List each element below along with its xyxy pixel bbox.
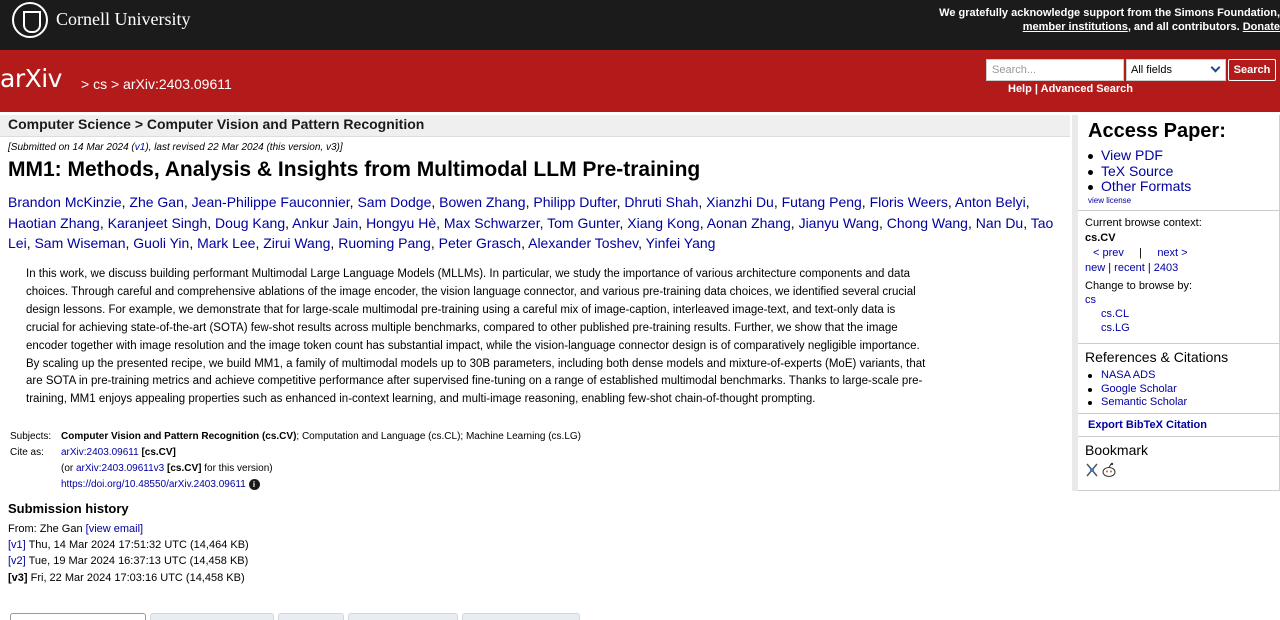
submission-history xyxy=(8,521,249,586)
divider xyxy=(1078,210,1280,211)
paper-metadata xyxy=(10,429,581,493)
author-separator: , xyxy=(947,194,955,210)
member-institutions-link[interactable]: member institutions xyxy=(1022,21,1128,33)
year-link[interactable]: 2403 xyxy=(1153,262,1179,274)
cornell-seal-icon[interactable] xyxy=(12,2,48,38)
author-separator: , xyxy=(861,194,870,210)
breadcrumb-paper-id[interactable]: arXiv:2403.09611 xyxy=(123,76,232,92)
cite-v3-category: [cs.CV] xyxy=(167,463,202,474)
google-scholar-link[interactable]: Google Scholar xyxy=(1088,383,1187,397)
cite-v3-link[interactable]: arXiv:2403.09611v3 xyxy=(76,463,165,474)
author-link[interactable]: Futang Peng xyxy=(781,194,862,210)
version-row xyxy=(8,553,249,569)
author-separator: , xyxy=(99,214,108,231)
breadcrumb xyxy=(81,76,232,92)
cite-id-link[interactable]: arXiv:2403.09611 xyxy=(61,447,139,458)
breadcrumb-cs[interactable]: cs xyxy=(93,76,108,92)
version-link[interactable]: [v1] xyxy=(8,539,26,552)
reddit-icon[interactable] xyxy=(1103,463,1115,477)
version-row xyxy=(8,537,249,553)
author-link[interactable]: Aonan Zhang xyxy=(706,214,791,231)
tex-source-link[interactable]: TeX Source xyxy=(1088,164,1191,180)
author-separator: , xyxy=(967,214,976,231)
prev-next-sep: | xyxy=(1139,247,1143,259)
author-link[interactable]: Ankur Jain xyxy=(292,214,359,231)
author-link[interactable]: Zirui Wang xyxy=(263,235,331,251)
recent-link[interactable]: recent xyxy=(1114,262,1145,274)
author-link[interactable]: Bowen Zhang xyxy=(439,194,526,210)
prev-link[interactable]: < prev xyxy=(1093,247,1124,259)
abstract-line: training, MM1 enjoys appealing properties such as enhanced in-context learning, and multi-image reasoning, enabling few-shot chain-of-thought prompting. xyxy=(26,393,816,406)
v1-link[interactable]: v1 xyxy=(134,142,146,153)
view-email-link[interactable]: [view email] xyxy=(85,523,144,535)
author-separator: , xyxy=(521,235,529,251)
bookmark-icons xyxy=(1085,462,1119,481)
author-link[interactable]: Max Schwarzer xyxy=(443,214,540,231)
arxiv-logo[interactable]: arXiv xyxy=(0,64,62,93)
bookmark-heading: Bookmark xyxy=(1085,442,1149,458)
author-separator: , xyxy=(773,194,782,210)
breadcrumb-sep: > xyxy=(110,76,120,92)
sep: | xyxy=(1147,262,1151,274)
donate-link[interactable]: Donate xyxy=(1242,21,1280,33)
browse-cscl-link[interactable]: cs.CL xyxy=(1101,308,1130,320)
author-link[interactable]: Anton Belyi xyxy=(954,194,1026,210)
author-link[interactable]: Dhruti Shah xyxy=(624,194,699,210)
next-link[interactable]: next > xyxy=(1157,247,1188,259)
chevron-down-icon xyxy=(1211,63,1221,73)
ack-line1: We gratefully acknowledge support from the Simons Foundation, xyxy=(939,7,1280,19)
change-browse xyxy=(1085,279,1192,335)
author-link[interactable]: Zhe Gan xyxy=(129,194,184,210)
author-separator: , xyxy=(525,194,534,210)
submission-history-heading: Submission history xyxy=(8,501,129,516)
current-version-tag: [v3] xyxy=(8,571,28,584)
author-separator: , xyxy=(121,194,130,210)
author-separator: , xyxy=(330,235,339,251)
help-link[interactable]: Help xyxy=(1008,83,1032,95)
abstract-line: are SOTA in pre-training metrics and achieve competitive performance after supervised fine-tuning on a range of established multimodal benchmarks. Thanks to large-scale pre- xyxy=(26,375,923,388)
author-separator: , xyxy=(699,214,707,231)
browse-context xyxy=(1085,216,1202,276)
author-link[interactable]: Jean-Philippe Fauconnier xyxy=(191,194,350,210)
version-link[interactable]: [v2] xyxy=(8,555,26,568)
author-link[interactable]: Tao Lei xyxy=(8,214,1054,251)
author-separator: , xyxy=(616,194,625,210)
doi-link[interactable]: https://doi.org/10.48550/arXiv.2403.09611 xyxy=(61,479,246,490)
author-separator: , xyxy=(285,214,293,231)
subjects-label: Subjects: xyxy=(10,431,52,442)
author-link[interactable]: Nan Du xyxy=(975,214,1024,231)
search-field-select[interactable] xyxy=(1126,59,1226,81)
author-link[interactable]: Mark Lee xyxy=(197,235,256,251)
author-link[interactable]: Ruoming Pang xyxy=(338,235,431,251)
author-separator: , xyxy=(26,235,35,251)
access-links xyxy=(1088,148,1191,195)
cite-or: (or xyxy=(61,463,76,474)
bookmark-icon-row xyxy=(1085,462,1119,478)
browse-cslg-link[interactable]: cs.LG xyxy=(1101,322,1130,334)
references-links xyxy=(1088,369,1187,410)
search-button[interactable]: Search xyxy=(1228,59,1276,81)
author-link[interactable]: Chong Wang xyxy=(886,214,968,231)
tab[interactable] xyxy=(462,613,580,620)
author-link[interactable]: Philipp Dufter xyxy=(533,194,617,210)
arxiv-header xyxy=(0,50,1280,112)
author-link[interactable]: Xianzhi Du xyxy=(706,194,774,210)
author-separator: , xyxy=(207,214,216,231)
export-bibtex-link[interactable]: Export BibTeX Citation xyxy=(1088,419,1207,431)
new-link[interactable]: new xyxy=(1085,262,1106,274)
divider xyxy=(1078,436,1280,437)
sidebar-edge xyxy=(1072,115,1078,491)
access-paper-heading: Access Paper: xyxy=(1088,120,1226,142)
browse-cs-link[interactable]: cs xyxy=(1085,294,1096,306)
other-subjects: ; Computation and Language (cs.CL); Machine Learning (cs.LG) xyxy=(296,431,582,442)
cornell-name[interactable]: Cornell University xyxy=(56,9,191,29)
divider xyxy=(1078,343,1280,344)
abstract-line: By scaling up the presented recipe, we build MM1, a family of multimodal models up to 30B parameters, including both dense models and mixture-of-experts (MoE) variants, that xyxy=(26,357,926,370)
author-link[interactable]: Alexander Toshev xyxy=(528,235,639,251)
author-link[interactable]: Sam Wiseman xyxy=(34,235,126,251)
author-separator: , xyxy=(1025,194,1030,210)
author-link[interactable]: Yinfei Yang xyxy=(645,235,716,251)
from-prefix: From: Zhe Gan xyxy=(8,523,86,535)
references-heading: References & Citations xyxy=(1085,349,1229,365)
author-separator: , xyxy=(189,235,198,251)
author-separator: , xyxy=(349,194,358,210)
divider xyxy=(1078,413,1280,414)
author-link[interactable]: Hongyu Hè xyxy=(366,214,437,231)
author-separator: , xyxy=(431,194,440,210)
tab[interactable] xyxy=(278,613,344,620)
cite-category: [cs.CV] xyxy=(141,447,176,458)
abstract-line: design lessons. For example, we demonstrate that for large-scale multimodal pre-training using a careful mix of image-caption, interleaved image-text, and text-only data is xyxy=(26,303,896,316)
author-separator: , xyxy=(183,194,192,210)
version-text: Thu, 14 Mar 2024 17:51:32 UTC (14,464 KB) xyxy=(25,539,249,552)
semantic-scholar-link[interactable]: Semantic Scholar xyxy=(1088,396,1187,410)
author-link[interactable]: Doug Kang xyxy=(215,214,286,231)
author-separator: , xyxy=(619,214,628,231)
author-link[interactable]: Peter Grasch xyxy=(438,235,522,251)
context-value: cs.CV xyxy=(1085,232,1116,244)
sep: | xyxy=(1108,262,1112,274)
author-separator: , xyxy=(1023,214,1031,231)
search-input[interactable]: Search... xyxy=(986,59,1124,81)
author-separator: , xyxy=(255,235,264,251)
author-separator: , xyxy=(436,214,444,231)
top-bar xyxy=(0,0,1280,50)
change-label: Change to browse by: xyxy=(1085,280,1193,292)
subject-breadcrumb: Computer Science > Computer Vision and Pattern Recognition xyxy=(0,115,1070,137)
author-separator: , xyxy=(539,214,548,231)
author-separator: , xyxy=(698,194,707,210)
author-link[interactable]: Guoli Yin xyxy=(133,235,190,251)
author-link[interactable]: Tom Gunter xyxy=(547,214,620,231)
help-sep: | xyxy=(1034,83,1038,95)
abstract xyxy=(26,266,1030,409)
breadcrumb-sep: > xyxy=(81,76,90,92)
tab-active[interactable] xyxy=(10,613,146,620)
info-icon[interactable]: i xyxy=(249,479,260,490)
author-link[interactable]: Karanjeet Singh xyxy=(107,214,208,231)
abstract-line: encoder together with image resolution and the image token count has substantial impact, while the vision-language connector design is of comparatively negligible importance. xyxy=(26,339,920,352)
view-license-link[interactable]: view license xyxy=(1088,196,1132,205)
author-link[interactable]: Sam Dodge xyxy=(357,194,432,210)
author-separator: , xyxy=(878,214,887,231)
view-pdf-link[interactable]: View PDF xyxy=(1088,148,1191,164)
abstract-line: crucial for achieving state-of-the-art (SOTA) few-shot results across multiple benchmarks, compared to other published pre-training results. Further, we show that the image xyxy=(26,321,898,334)
author-separator: , xyxy=(638,235,646,251)
dateline-prefix: [Submitted on 14 Mar 2024 ( xyxy=(8,142,135,153)
version-text: Fri, 22 Mar 2024 17:03:16 UTC (14,458 KB) xyxy=(27,571,245,584)
advanced-search-link[interactable]: Advanced Search xyxy=(1040,83,1133,95)
author-link[interactable]: Haotian Zhang xyxy=(8,214,100,231)
version-text: Tue, 19 Mar 2024 16:37:13 UTC (14,458 KB) xyxy=(25,555,249,568)
tab[interactable] xyxy=(150,613,274,620)
author-link[interactable]: Brandon McKinzie xyxy=(8,194,122,210)
abstract-line: In this work, we discuss building performant Multimodal Large Language Models (MLLMs). In particular, we study the importance of various architecture components and data xyxy=(26,268,911,280)
author-link[interactable]: Xiang Kong xyxy=(627,214,700,231)
other-formats-link[interactable]: Other Formats xyxy=(1088,179,1191,195)
author-list xyxy=(8,192,1072,254)
tab[interactable] xyxy=(348,613,458,620)
version-row xyxy=(8,570,249,586)
bibsonomy-icon[interactable] xyxy=(1087,464,1097,476)
ack-mid: , and all contributors. xyxy=(1127,21,1240,33)
cite-v3-suffix: for this version) xyxy=(201,463,273,474)
context-label: Current browse context: xyxy=(1085,217,1202,229)
abstract-line: choices. Through careful and comprehensive ablations of the image encoder, the vision language connector, and various pre-training data choices, we identified several crucial xyxy=(26,285,916,298)
author-separator: , xyxy=(125,235,134,251)
cite-label: Cite as: xyxy=(10,447,44,458)
submission-dateline xyxy=(8,142,343,153)
nasa-ads-link[interactable]: NASA ADS xyxy=(1088,369,1187,383)
primary-subject: Computer Vision and Pattern Recognition (cs.CV) xyxy=(61,431,297,442)
dateline-suffix: ), last revised 22 Mar 2024 (this version, v3)] xyxy=(145,142,343,153)
author-separator: , xyxy=(790,214,799,231)
author-link[interactable]: Jianyu Wang xyxy=(798,214,879,231)
author-separator: , xyxy=(430,235,439,251)
search-field-value: All fields xyxy=(1131,64,1172,76)
author-link[interactable]: Floris Weers xyxy=(869,194,948,210)
paper-title: MM1: Methods, Analysis & Insights from Multimodal LLM Pre-training xyxy=(8,158,701,181)
acknowledgement xyxy=(880,6,1280,34)
help-links xyxy=(1008,83,1133,95)
author-separator: , xyxy=(358,214,367,231)
